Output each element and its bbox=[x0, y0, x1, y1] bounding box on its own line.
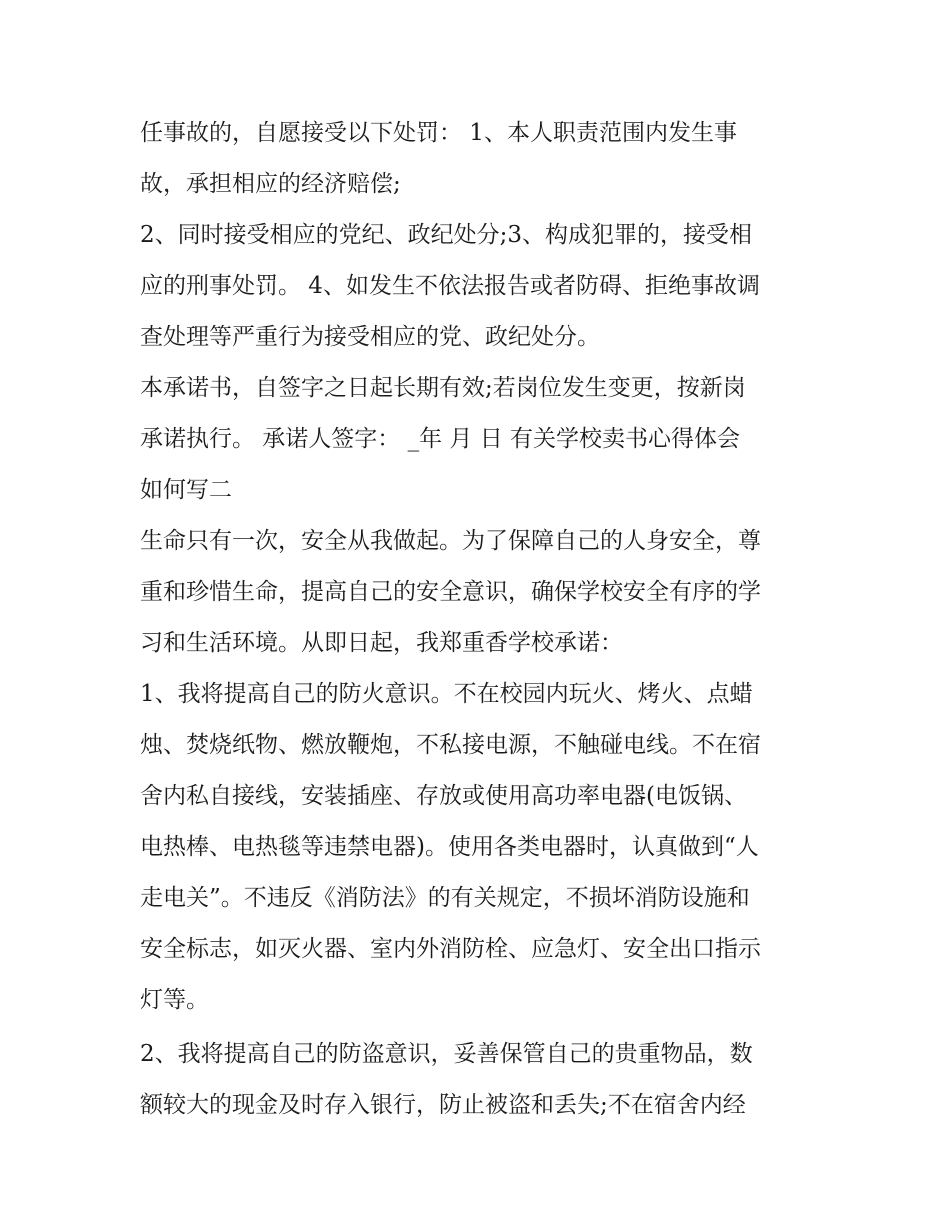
text-line: 应的刑事处罚。 4、如发生不依法报告或者防碍、拒绝事故调 bbox=[140, 273, 760, 299]
paragraph-safety-intro bbox=[140, 516, 830, 669]
document-body bbox=[140, 108, 830, 1131]
text-line: 舍内私自接线，安装插座、存放或使用高功率电器(电饭锅、 bbox=[140, 783, 747, 809]
text-line: 电热棒、电热毯等违禁电器)。使用各类电器时，认真做到“人 bbox=[140, 834, 759, 860]
paragraph-theft-prevention bbox=[140, 1029, 830, 1131]
text-line: 2、我将提高自己的防盗意识，妥善保管自己的贵重物品，数 bbox=[140, 1041, 753, 1067]
paragraph-validity-signature bbox=[140, 363, 830, 516]
text-line: 故，承担相应的经济赔偿; bbox=[140, 171, 401, 197]
text-line: 走电关”。不违反《消防法》的有关规定，不损坏消防设施和 bbox=[140, 885, 750, 911]
text-line: 承诺执行。 承诺人签字： _年 月 日 有关学校卖书心得体会 bbox=[140, 426, 741, 452]
paragraph-penalties bbox=[140, 108, 830, 210]
paragraph-fire-safety bbox=[140, 669, 830, 1026]
paragraph-discipline bbox=[140, 210, 830, 363]
text-line: 灯等。 bbox=[140, 987, 209, 1013]
text-line: 安全标志，如灭火器、室内外消防栓、应急灯、安全出口指示 bbox=[140, 936, 761, 962]
text-line: 习和生活环境。从即日起，我郑重香学校承诺： bbox=[140, 630, 623, 656]
text-line: 烛、焚烧纸物、燃放鞭炮，不私接电源，不触碰电线。不在宿 bbox=[140, 732, 761, 758]
text-line: 2、同时接受相应的党纪、政纪处分;3、构成犯罪的，接受相 bbox=[140, 222, 753, 248]
text-line: 查处理等严重行为接受相应的党、政纪处分。 bbox=[140, 324, 600, 350]
text-line: 如何写二 bbox=[140, 477, 232, 503]
text-line: 本承诺书，自签字之日起长期有效;若岗位发生变更，按新岗 bbox=[140, 375, 746, 401]
text-line: 生命只有一次，安全从我做起。为了保障自己的人身安全，尊 bbox=[140, 528, 761, 554]
text-line: 任事故的，自愿接受以下处罚： 1、本人职责范围内发生事 bbox=[140, 120, 737, 146]
text-line: 1、我将提高自己的防火意识。不在校园内玩火、烤火、点蜡 bbox=[140, 681, 753, 707]
text-line: 重和珍惜生命，提高自己的安全意识，确保学校安全有序的学 bbox=[140, 579, 761, 605]
text-line: 额较大的现金及时存入银行，防止被盗和丢失;不在宿舍内经 bbox=[140, 1092, 746, 1118]
